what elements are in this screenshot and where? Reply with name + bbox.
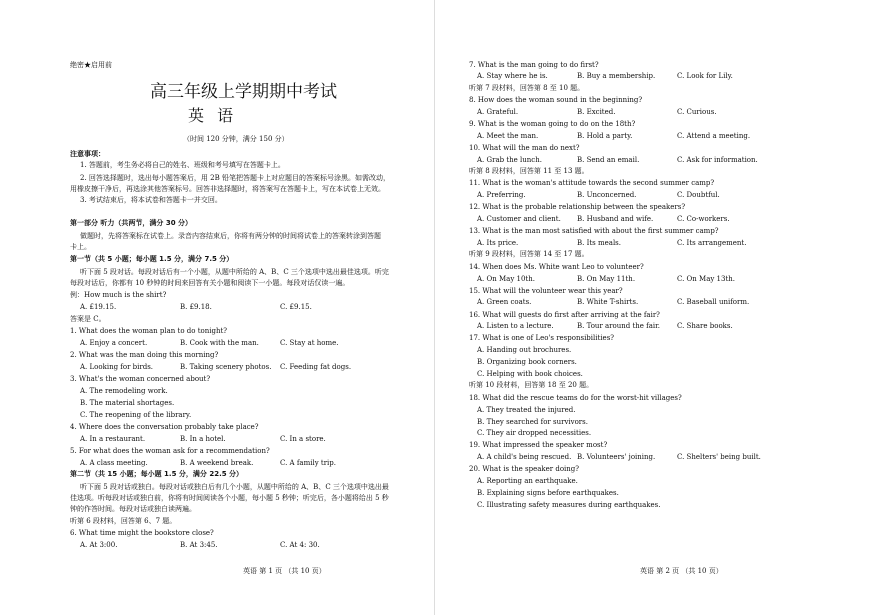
question-15-option-c: C. Baseball uniform. xyxy=(677,298,750,306)
question-7: 7. What is the man going to do first? xyxy=(469,61,599,69)
notice-2a: 2. 回答选择题时，选出每小题答案后，用 2B 铅笔把答题卡上对应题目的答案标号涂黑。如需改动， xyxy=(80,174,390,182)
question-16-option-a: A. Listen to a lecture. xyxy=(477,322,554,330)
listening-material-6: 听第 6 段材料，回答第 6、7 题。 xyxy=(70,517,177,525)
question-2-option-b: B. Taking scenery photos. xyxy=(180,363,272,371)
listening-material-8: 听第 8 段材料，回答第 11 至 13 题。 xyxy=(469,167,589,175)
question-9-option-c: C. Attend a meeting. xyxy=(677,132,751,140)
question-14-option-c: C. On May 13th. xyxy=(677,275,736,283)
question-1-option-a: A. Enjoy a concert. xyxy=(80,339,148,347)
question-18-option-c: C. They air dropped necessities. xyxy=(477,429,592,437)
question-2: 2. What was the man doing this morning? xyxy=(70,351,219,359)
question-11-option-a: A. Preferring. xyxy=(477,191,526,199)
question-13-option-b: B. Its meals. xyxy=(577,239,621,247)
question-7-option-b: B. Buy a membership. xyxy=(577,72,656,80)
question-7-option-c: C. Look for Lily. xyxy=(677,72,733,80)
example-question: 例：How much is the shirt? xyxy=(70,291,167,299)
question-17-option-a: A. Handing out brochures. xyxy=(477,346,572,354)
question-10: 10. What will the man do next? xyxy=(469,144,580,152)
example-option-a: A. £19.15. xyxy=(80,303,117,311)
question-19: 19. What impressed the speaker most? xyxy=(469,441,608,449)
question-8: 8. How does the woman sound in the beginning? xyxy=(469,96,643,104)
question-13: 13. What is the man most satisfied with about the first summer camp? xyxy=(469,227,719,235)
question-1-option-c: C. Stay at home. xyxy=(280,339,339,347)
question-19-option-a: A. A child's being rescued. xyxy=(477,453,572,461)
question-19-option-c: C. Shelters' being built. xyxy=(677,453,761,461)
section1-heading: 第一节（共 5 小题；每小题 1.5 分，满分 7.5 分） xyxy=(70,255,234,263)
question-17: 17. What is one of Leo's responsibilities? xyxy=(469,334,615,342)
part1-desc-a: 做题时，先将答案标在试卷上。录音内容结束后，你将有两分钟的时间将试卷上的答案转涂到答题 xyxy=(80,232,381,240)
subject-title: 英 语 xyxy=(188,106,238,125)
question-11-option-c: C. Doubtful. xyxy=(677,191,720,199)
question-5-option-b: B. A weekend break. xyxy=(180,459,254,467)
question-12-option-a: A. Customer and client. xyxy=(477,215,561,223)
question-12-option-c: C. Co-workers. xyxy=(677,215,730,223)
question-18-option-b: B. They searched for survivors. xyxy=(477,418,588,426)
question-10-option-a: A. Grab the lunch. xyxy=(477,156,542,164)
question-15-option-b: B. White T-shirts. xyxy=(577,298,639,306)
question-13-option-a: A. Its price. xyxy=(477,239,519,247)
question-8-option-b: B. Excited. xyxy=(577,108,616,116)
section1-desc-b: 每段对话后，你都有 10 秒钟的时间来回答有关小题和阅读下一小题。每段对话仅读一遍。 xyxy=(70,279,350,287)
question-6-option-a: A. At 3:00. xyxy=(80,541,118,549)
question-13-option-c: C. Its arrangement. xyxy=(677,239,747,247)
question-14: 14. When does Ms. White want Leo to volunteer? xyxy=(469,263,644,271)
section2-heading: 第二节（共 15 小题；每小题 1.5 分，满分 22.5 分） xyxy=(70,470,244,478)
question-4-option-b: B. In a hotel. xyxy=(180,435,226,443)
question-9-option-a: A. Meet the man. xyxy=(477,132,539,140)
section2-desc-c: 钟的作答时间。每段对话或独白读两遍。 xyxy=(70,505,196,513)
question-10-option-c: C. Ask for information. xyxy=(677,156,758,164)
section2-desc-a: 听下面 5 段对话或独白。每段对话或独白后有几个小题，从题中所给的 A、B、C 三个选项中选出最 xyxy=(80,483,389,491)
question-1: 1. What does the woman plan to do tonight? xyxy=(70,327,228,335)
question-6: 6. What time might the bookstore close? xyxy=(70,529,214,537)
listening-material-9: 听第 9 段材料，回答第 14 至 17 题。 xyxy=(469,250,589,258)
question-12: 12. What is the probable relationship between the speakers? xyxy=(469,203,686,211)
example-option-b: B. £9.18. xyxy=(180,303,212,311)
confidential-label: 绝密★启用前 xyxy=(70,61,112,69)
question-15: 15. What will the volunteer wear this year? xyxy=(469,287,623,295)
question-4-option-c: C. In a store. xyxy=(280,435,326,443)
question-14-option-a: A. On May 10th. xyxy=(477,275,535,283)
question-18: 18. What did the rescue teams do for the worst-hit villages? xyxy=(469,394,682,402)
question-16: 16. What will guests do first after arriving at the fair? xyxy=(469,311,660,319)
part1-heading: 第一部分 听力（共两节，满分 30 分） xyxy=(70,219,193,227)
question-3: 3. What's the woman concerned about? xyxy=(70,375,211,383)
example-option-c: C. £9.15. xyxy=(280,303,312,311)
question-5: 5. For what does the woman ask for a recommendation? xyxy=(70,447,270,455)
question-10-option-b: B. Send an email. xyxy=(577,156,640,164)
question-17-option-c: C. Helping with book choices. xyxy=(477,370,583,378)
notice-2b: 用橡皮擦干净后，再选涂其他答案标号。回答非选择题时，将答案写在答题卡上，写在本试卷上无效。 xyxy=(70,185,385,193)
question-5-option-a: A. A class meeting. xyxy=(80,459,148,467)
notice-1: 1. 答题前，考生务必将自己的姓名、班级和考号填写在答题卡上。 xyxy=(80,161,285,169)
question-7-option-a: A. Stay where he is. xyxy=(477,72,548,80)
page-footer-2: 英语 第 2 页 （共 10 页） xyxy=(640,567,723,575)
question-20-option-b: B. Explaining signs before earthquakes. xyxy=(477,489,619,497)
question-6-option-b: B. At 3:45. xyxy=(180,541,218,549)
part1-desc-b: 卡上。 xyxy=(70,243,91,251)
question-3-option-b: B. The material shortages. xyxy=(80,399,175,407)
question-5-option-c: C. A family trip. xyxy=(280,459,336,467)
question-8-option-c: C. Curious. xyxy=(677,108,717,116)
notice-heading: 注意事项： xyxy=(70,150,105,158)
question-14-option-b: B. On May 11th. xyxy=(577,275,636,283)
question-9: 9. What is the woman going to do on the 18th? xyxy=(469,120,636,128)
question-11-option-b: B. Unconcerned. xyxy=(577,191,637,199)
question-4: 4. Where does the conversation probably take place? xyxy=(70,423,259,431)
example-answer: 答案是 C。 xyxy=(70,315,106,323)
question-9-option-b: B. Hold a party. xyxy=(577,132,633,140)
listening-material-7: 听第 7 段材料，回答第 8 至 10 题。 xyxy=(469,84,585,92)
question-18-option-a: A. They treated the injured. xyxy=(477,406,576,414)
question-6-option-c: C. At 4: 30. xyxy=(280,541,320,549)
question-4-option-a: A. In a restaurant. xyxy=(80,435,146,443)
listening-material-10: 听第 10 段材料，回答第 18 至 20 题。 xyxy=(469,381,594,389)
question-17-option-b: B. Organizing book corners. xyxy=(477,358,577,366)
question-20-option-a: A. Reporting an earthquake. xyxy=(477,477,578,485)
question-15-option-a: A. Green coats. xyxy=(477,298,532,306)
section2-desc-b: 佳选项。听每段对话或独白前，你将有时间阅读各个小题，每小题 5 秒钟；听完后，各小题将给出 5 秒 xyxy=(70,494,389,502)
time-note: （时间 120 分钟，满分 150 分） xyxy=(183,135,289,143)
exam-title: 高三年级上学期期中考试 xyxy=(150,82,337,102)
question-3-option-c: C. The reopening of the library. xyxy=(80,411,192,419)
question-2-option-a: A. Looking for birds. xyxy=(80,363,154,371)
exam-page-2 xyxy=(435,0,870,615)
question-2-option-c: C. Feeding fat dogs. xyxy=(280,363,352,371)
question-1-option-b: B. Cook with the man. xyxy=(180,339,259,347)
question-20-option-c: C. Illustrating safety measures during earthquakes. xyxy=(477,501,661,509)
section1-desc-a: 听下面 5 段对话。每段对话后有一个小题，从题中所给的 A、B、C 三个选项中选出最佳选项。听完 xyxy=(80,268,389,276)
question-16-option-b: B. Tour around the fair. xyxy=(577,322,660,330)
question-8-option-a: A. Grateful. xyxy=(477,108,519,116)
question-3-option-a: A. The remodeling work. xyxy=(80,387,168,395)
question-16-option-c: C. Share books. xyxy=(677,322,733,330)
question-19-option-b: B. Volunteers' joining. xyxy=(577,453,656,461)
question-12-option-b: B. Husband and wife. xyxy=(577,215,654,223)
question-11: 11. What is the woman's attitude towards the second summer camp? xyxy=(469,179,715,187)
question-20: 20. What is the speaker doing? xyxy=(469,465,580,473)
notice-3: 3. 考试结束后，将本试卷和答题卡一并交回。 xyxy=(80,196,222,204)
page-footer-1: 英语 第 1 页 （共 10 页） xyxy=(243,567,326,575)
